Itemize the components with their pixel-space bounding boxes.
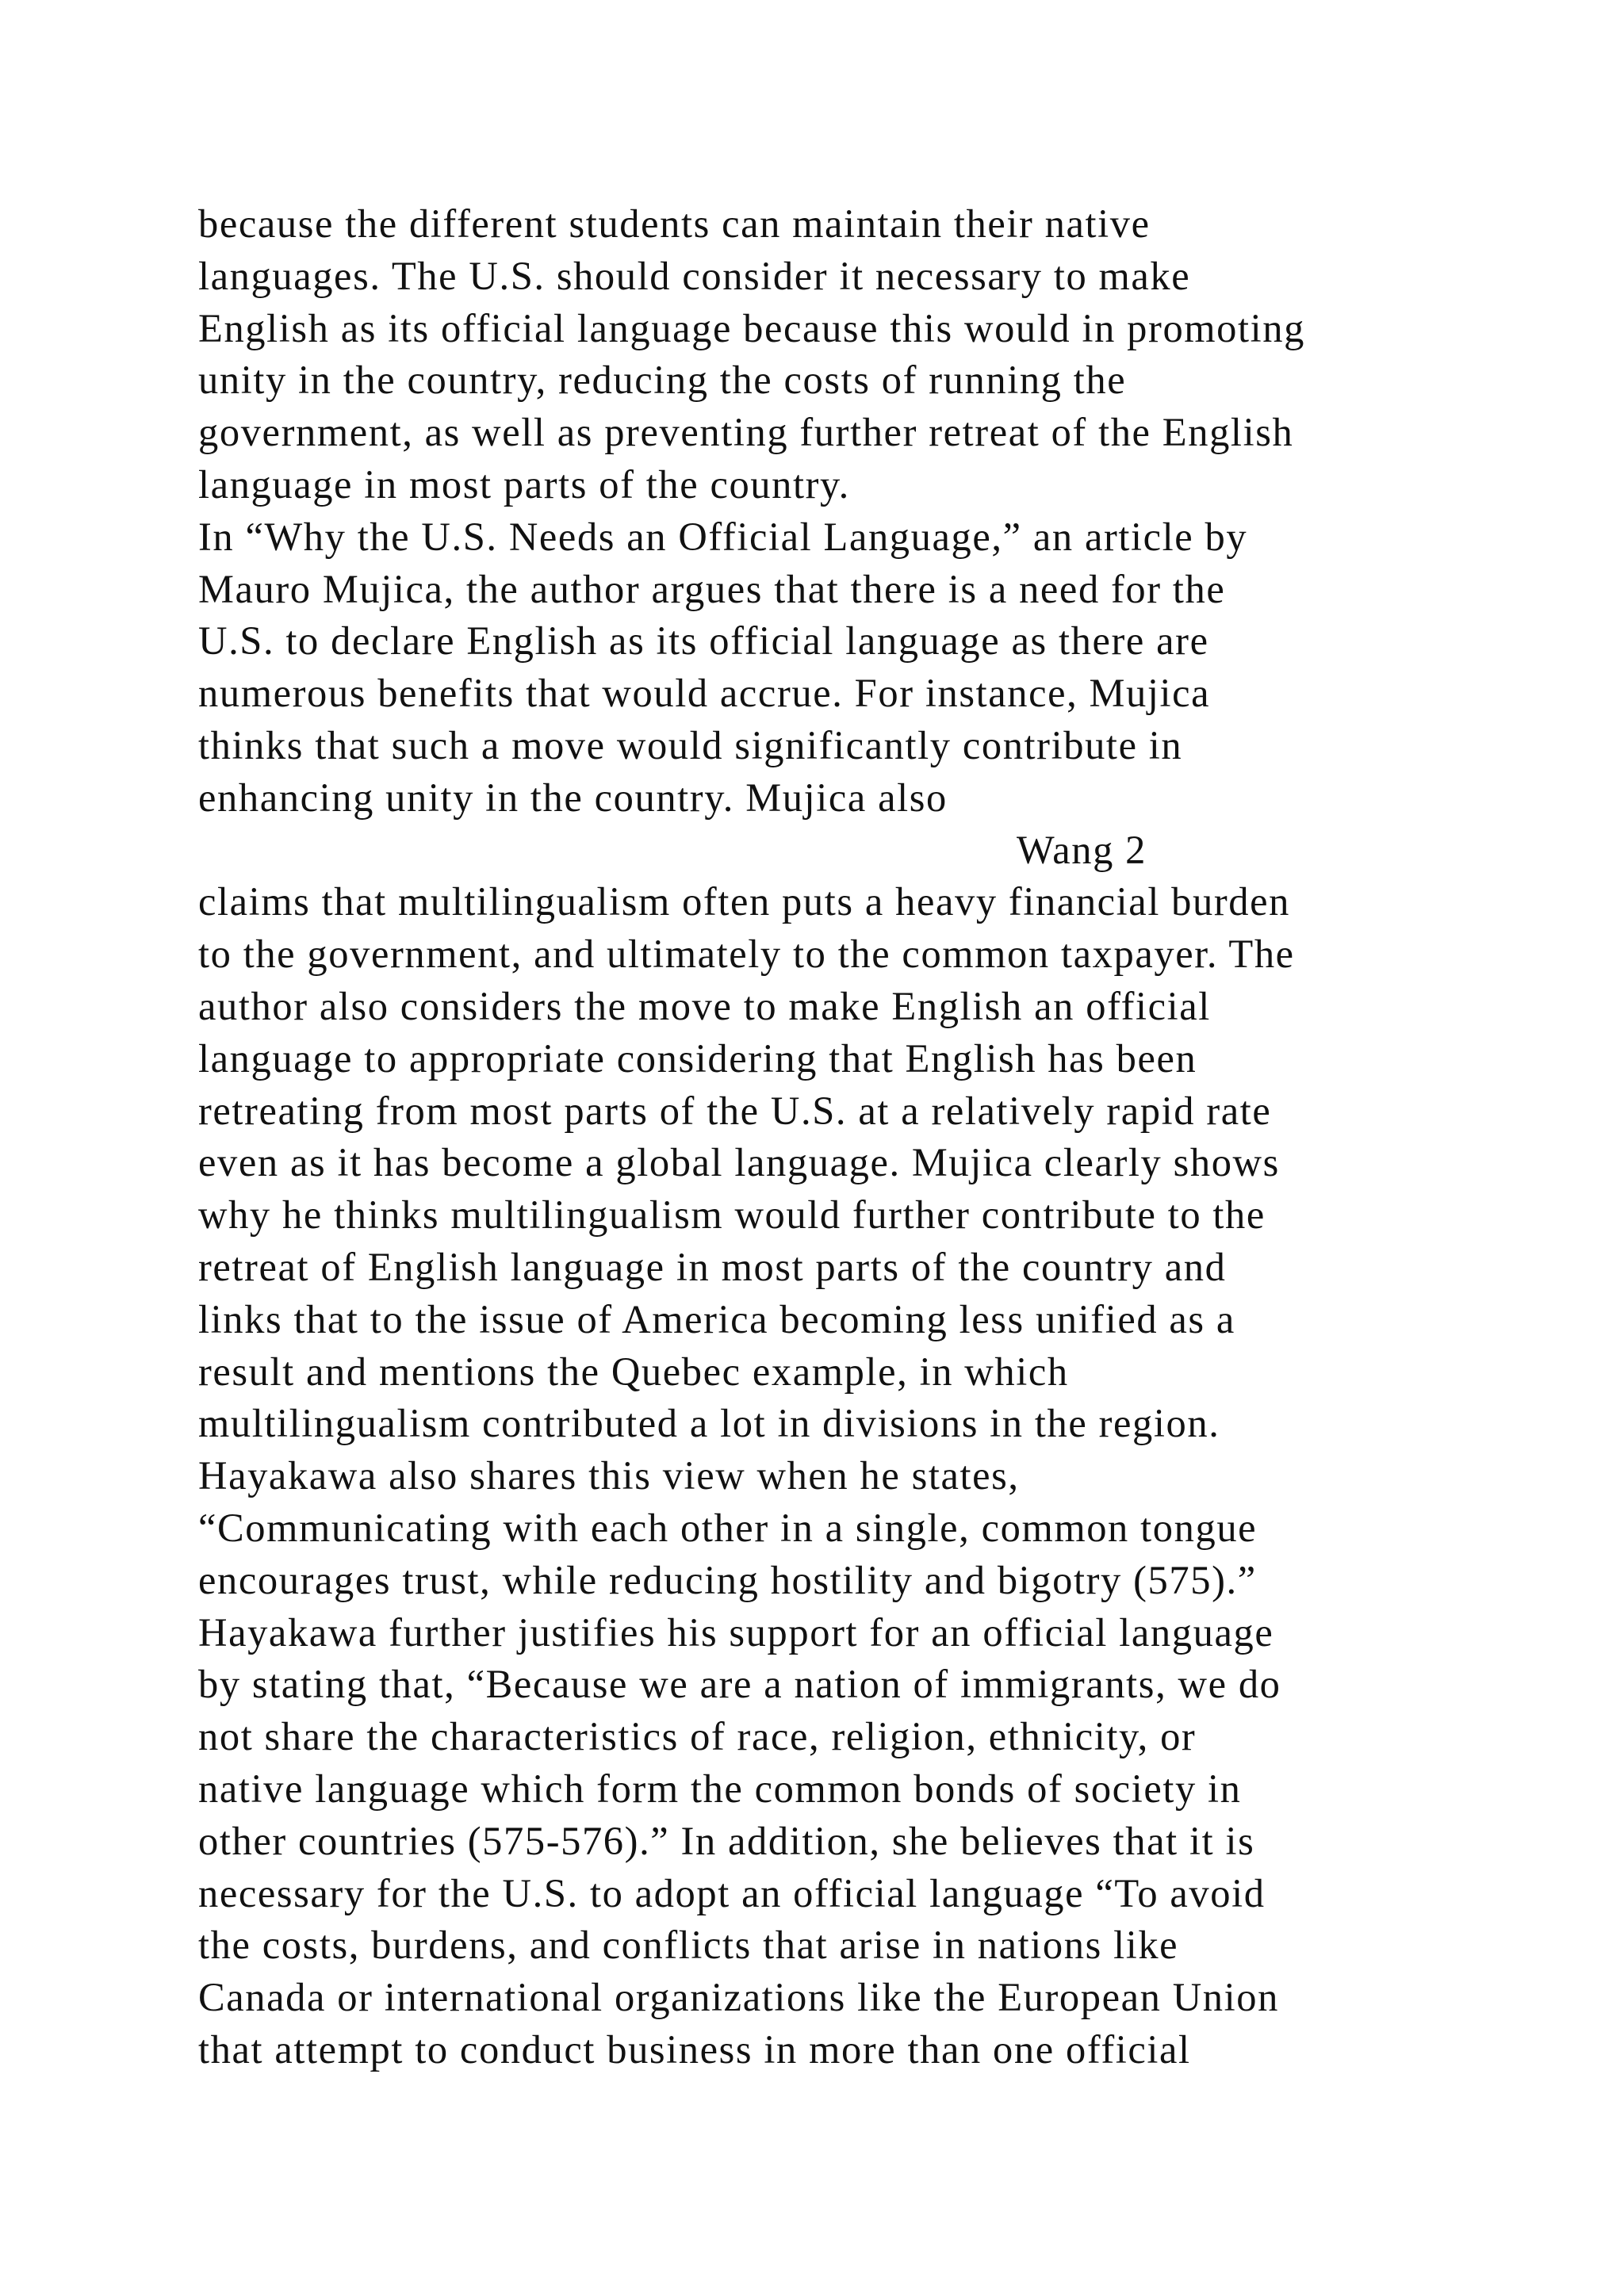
text-line: necessary for the U.S. to adopt an official language “To avoid bbox=[198, 1870, 1266, 1915]
text-line: language to appropriate considering that English has been bbox=[198, 1035, 1197, 1081]
text-line: retreating from most parts of the U.S. at a relatively rapid rate bbox=[198, 1088, 1272, 1133]
text-line: native language which form the common bonds of society in bbox=[198, 1766, 1242, 1811]
text-line: Hayakawa also shares this view when he states, bbox=[198, 1453, 1020, 1498]
text-line: U.S. to declare English as its official language as there are bbox=[198, 618, 1209, 664]
text-line: not share the characteristics of race, religion, ethnicity, or bbox=[198, 1714, 1197, 1759]
text-line: author also considers the move to make English an official bbox=[198, 983, 1211, 1028]
page-header: Wang 2 bbox=[1017, 827, 1147, 872]
text-line: multilingualism contributed a lot in divisions in the region. bbox=[198, 1401, 1220, 1446]
text-line: that attempt to conduct business in more than one official bbox=[198, 2026, 1191, 2072]
text-line: other countries (575-576).” In addition, she believes that it is bbox=[198, 1818, 1255, 1863]
text-line: language in most parts of the country. bbox=[198, 461, 850, 507]
text-line: links that to the issue of America becoming less unified as a bbox=[198, 1296, 1235, 1341]
text-line: retreat of English language in most parts of the country and bbox=[198, 1244, 1227, 1289]
text-line: even as it has become a global language. Mujica clearly shows bbox=[198, 1140, 1280, 1185]
text-line: English as its official language because this would in promoting bbox=[198, 305, 1305, 350]
text-line: the costs, burdens, and conflicts that arise in nations like bbox=[198, 1923, 1179, 1968]
text-line: claims that multilingualism often puts a heavy financial burden bbox=[198, 879, 1291, 924]
text-line: languages. The U.S. should consider it necessary to make bbox=[198, 253, 1191, 298]
text-line: because the different students can maintain their native bbox=[198, 201, 1151, 246]
text-line: government, as well as preventing further retreat of the English bbox=[198, 410, 1294, 455]
text-line: encourages trust, while reducing hostility and bigotry (575).” bbox=[198, 1557, 1257, 1602]
text-line: by stating that, “Because we are a nation of immigrants, we do bbox=[198, 1662, 1281, 1707]
text-line: to the government, and ultimately to the common taxpayer. The bbox=[198, 932, 1295, 977]
text-line: thinks that such a move would significantly contribute in bbox=[198, 722, 1183, 767]
text-line: unity in the country, reducing the costs of running the bbox=[198, 358, 1127, 403]
document-body bbox=[198, 198, 1483, 2076]
text-line: In “Why the U.S. Needs an Official Language,” an article by bbox=[198, 514, 1248, 559]
text-line: numerous benefits that would accrue. For instance, Mujica bbox=[198, 671, 1211, 716]
text-line: result and mentions the Quebec example, in which bbox=[198, 1349, 1069, 1394]
text-line: enhancing unity in the country. Mujica also bbox=[198, 775, 948, 820]
text-line: Mauro Mujica, the author argues that there is a need for the bbox=[198, 566, 1226, 611]
text-line: Hayakawa further justifies his support for an official language bbox=[198, 1609, 1274, 1655]
text-line: “Communicating with each other in a single, common tongue bbox=[198, 1505, 1258, 1550]
text-line: why he thinks multilingualism would further contribute to the bbox=[198, 1192, 1266, 1238]
text-line: Canada or international organizations like the European Union bbox=[198, 1975, 1279, 2020]
